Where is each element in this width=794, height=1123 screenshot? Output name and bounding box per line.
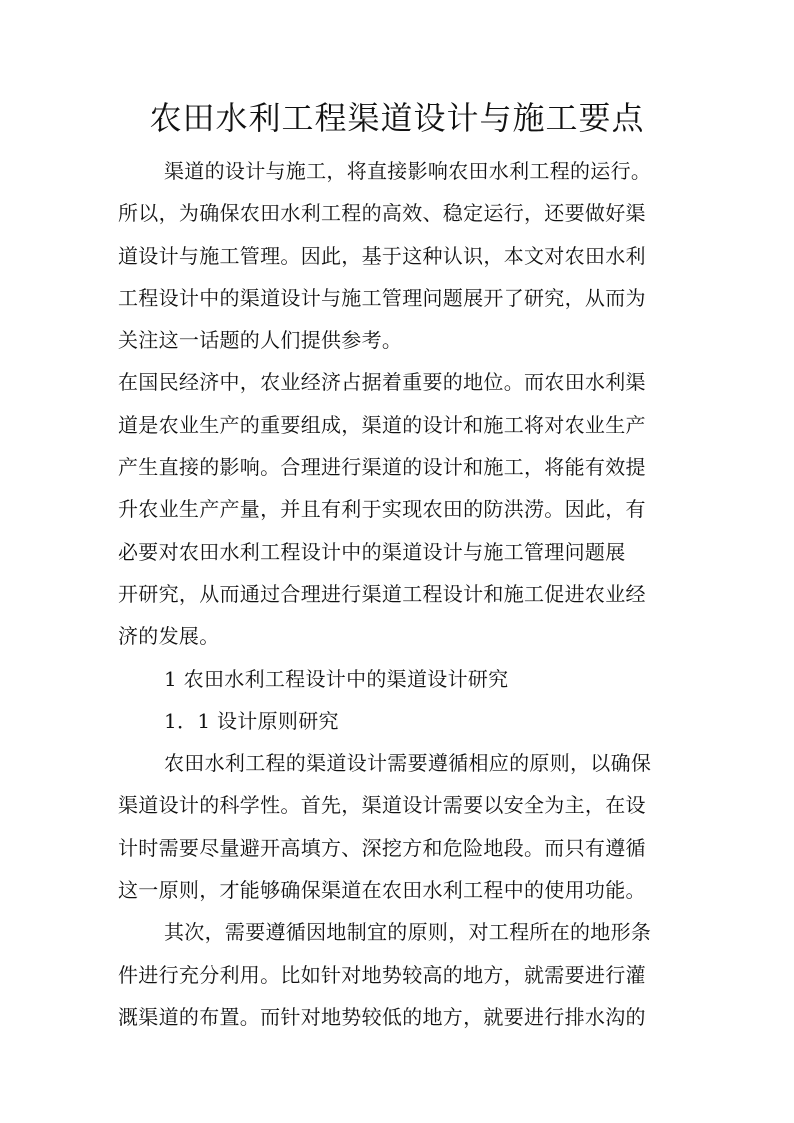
text-line: 所以，为确保农田水利工程的高效、稳定运行，还要做好渠 xyxy=(118,201,646,226)
text-line: 工程设计中的渠道设计与施工管理问题展开了研究，从而为 xyxy=(118,285,646,310)
text-line: 必要对农田水利工程设计中的渠道设计与施工管理问题展 xyxy=(118,539,626,564)
text-line: 渠道设计的科学性。首先，渠道设计需要以安全为主，在设 xyxy=(118,793,646,818)
text-line: 道设计与施工管理。因此，基于这种认识，本文对农田水利 xyxy=(118,243,646,268)
text-line: 产生直接的影响。合理进行渠道的设计和施工，将能有效提 xyxy=(118,455,646,480)
text-line: 渠道的设计与施工，将直接影响农田水利工程的运行。 xyxy=(164,159,652,183)
document-title: 农田水利工程渠道设计与施工要点 xyxy=(149,99,645,137)
text-line: 道是农业生产的重要组成，渠道的设计和施工将对农业生产 xyxy=(118,412,646,437)
text-line: 关注这一话题的人们提供参考。 xyxy=(118,328,403,353)
section-heading: 1 农田水利工程设计中的渠道设计研究 xyxy=(164,666,509,691)
text-line: 济的发展。 xyxy=(118,624,220,649)
text-line: 这一原则，才能够确保渠道在农田水利工程中的使用功能。 xyxy=(118,878,646,903)
subsection-heading: 1．1 设计原则研究 xyxy=(164,708,339,733)
text-line: 其次，需要遵循因地制宜的原则，对工程所在的地形条 xyxy=(164,920,652,945)
text-line: 件进行充分利用。比如针对地势较高的地方，就需要进行灌 xyxy=(118,962,646,987)
text-line: 农田水利工程的渠道设计需要遵循相应的原则，以确保 xyxy=(164,751,652,776)
text-line: 开研究，从而通过合理进行渠道工程设计和施工促进农业经 xyxy=(118,581,646,606)
text-line: 升农业生产产量，并且有利于实现农田的防洪涝。因此，有 xyxy=(118,497,646,522)
text-line: 溉渠道的布置。而针对地势较低的地方，就要进行排水沟的 xyxy=(118,1004,646,1029)
text-line: 计时需要尽量避开高填方、深挖方和危险地段。而只有遵循 xyxy=(118,835,646,860)
text-line: 在国民经济中，农业经济占据着重要的地位。而农田水利渠 xyxy=(118,370,646,395)
document-body xyxy=(118,150,678,1038)
